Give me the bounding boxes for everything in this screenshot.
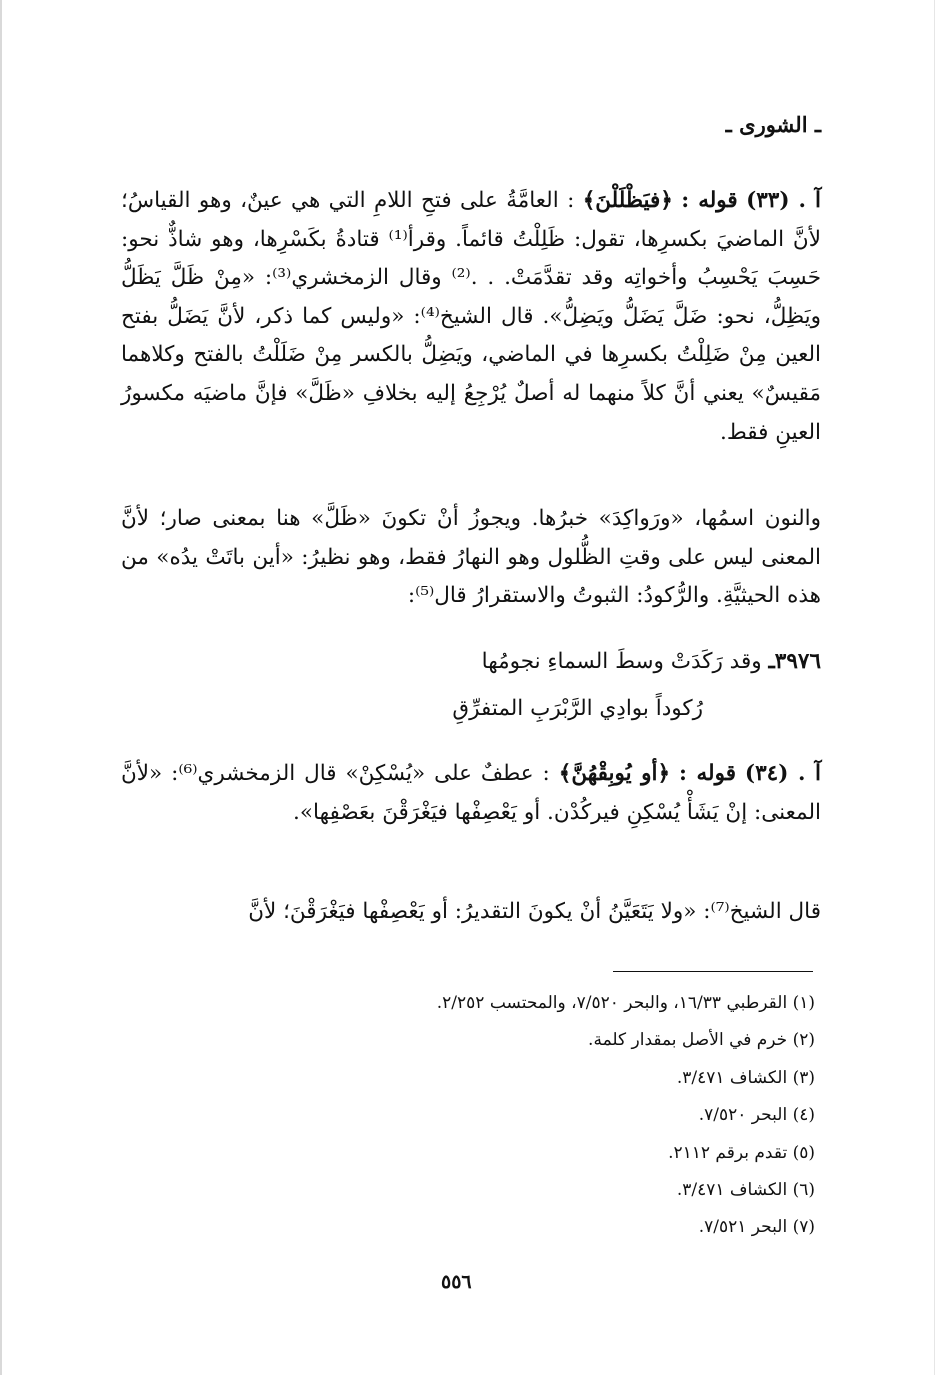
scan-edge-right: [934, 0, 935, 1375]
paragraph-nun: [121, 500, 821, 616]
poem-line-2: [452, 690, 703, 728]
quran-quote: ﴿أو يُوبِقْهُنَّ﴾: [558, 761, 671, 786]
hemistich-2: رُكوداً بوادِي الرَّبْرَبِ المتفرِّقِ: [452, 696, 703, 721]
footnote-item: (٣) الكشاف ٣/٤٧١.: [676, 1067, 815, 1088]
verse-number: آ . (٣٣): [746, 188, 822, 213]
paragraph-shaykh: [121, 893, 821, 932]
footnotes-list: [125, 985, 815, 1247]
paragraph-text: : عطفٌ على «يُسْكِنْ» قال الزمخشري⁽⁶⁾: «لأنَّ المعنى: إنْ يَشَأْ يُسْكِنِ فيركُدْن. أو يَعْصِفْها فيَغْرَقْنَ بعَصْفِها».: [121, 761, 821, 825]
paragraph-text: : العامَّةُ على فتحِ اللامِ التي هي عينٌ، وهو القياسُ؛ لأنَّ الماضيَ بكسرِها، تقول: ظَلِلْتُ قائماً. وقرأ⁽¹⁾ قتادةُ بكَسْرِها، وهو شاذٌّ نحو: حَسِبَ يَحْسِبُ وأخواتِه وقد تقدَّمَتْ. . .⁽²⁾ وقال الزمخشري⁽³⁾: «مِنْ ظَلَّ يَظَلُّ ويَظِلُّ، نحو: ضَلَّ يَضَلُّ ويَضِلُّ». قال الشيخ⁽⁴⁾: «وليس كما ذكر، لأنَّ يَضَلُّ بفتح العين مِنْ ضَلِلْتُ بكسرِها في الماضي، ويَضِلُّ بالكسر مِنْ ضَلَلْتُ بالفتح وكلاهما مَقيسٌ» يعني أنَّ كلاً منهما له أصلٌ يُرْجِعُ إليه بخلافِ «ظَلَّ» فإنَّ ماضيَه مكسورُ العينِ فقط.: [121, 188, 821, 445]
page-number: ٥٥٦: [441, 1271, 472, 1293]
footnote-item: (١) القرطبي ١٦/٣٣، والبحر ٧/٥٢٠، والمحتسب ٢/٢٥٢.: [436, 993, 815, 1013]
footnote-item: (٦) الكشاف ٣/٤٧١.: [676, 1180, 815, 1201]
lead-word: قوله :: [679, 761, 736, 786]
poem-number: ٣٩٧٦ـ: [768, 649, 821, 674]
paragraph-verse-33: [121, 182, 821, 452]
scan-edge-left: [0, 0, 2, 1375]
quran-quote: ﴿فيَظْلَلْنَ﴾: [582, 188, 673, 213]
footnote-item: (٢) خرم في الأصل بمقدار كلمة.: [588, 1030, 815, 1051]
paragraph-verse-34: [121, 755, 821, 832]
footnote-item: (٧) البحر ٧/٥٢١.: [698, 1217, 815, 1238]
footnote-separator: [613, 971, 813, 972]
lead-word: قوله :: [681, 188, 738, 213]
verse-number: آ . (٣٤): [744, 761, 821, 786]
paragraph-text: والنون اسمُها، «ورَواكِدَ» خبرُها. ويجوزُ أنْ تكونَ «ظَلَّ» هنا بمعنى صار؛ لأنَّ المعنى ليس على وقتِ الظُّلول وهو النهارُ فقط، وهو نظيرُ: «أين باتَتْ يدُه» من هذه الحيثيَّةِ. والرُّكودُ: الثبوتُ والاستقرارُ قال⁽⁵⁾:: [121, 506, 821, 609]
footnote-item: (٥) تقدم برقم ٢١١٢.: [668, 1142, 815, 1163]
footnote-item: (٤) البحر ٧/٥٢٠.: [698, 1105, 815, 1126]
paragraph-text: قال الشيخ⁽⁷⁾: «ولا يَتَعَيَّنُ أنْ يكونَ التقديرُ: أو يَعْصِفْها فيَغْرَقْنَ؛ لأنَّ: [248, 899, 821, 924]
hemistich-1: وقد رَكَدَتْ وسطَ السماءِ نجومُها: [481, 649, 762, 674]
poem-line-1: [482, 643, 821, 681]
running-header: ـ الشورى ـ: [725, 112, 821, 137]
